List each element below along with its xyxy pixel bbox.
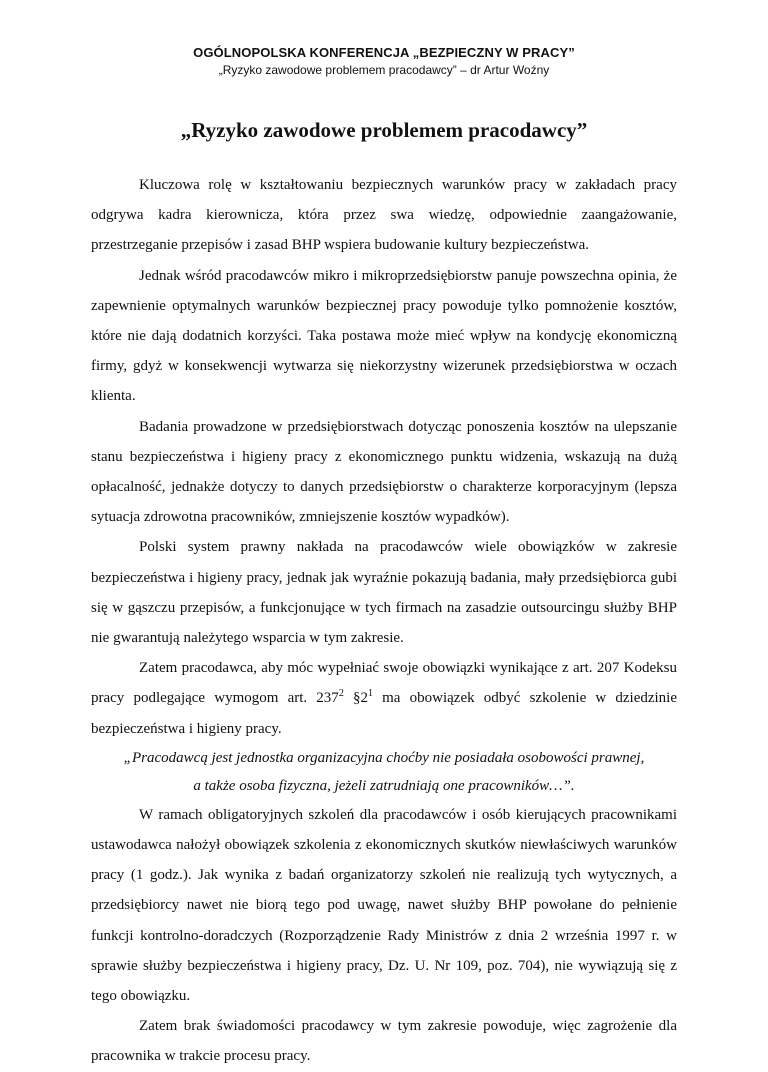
- quote-line-1: „Pracodawcą jest jednostka organizacyjna choćby nie posiadała osobowości prawnej,: [123, 749, 645, 766]
- page-header: [0, 44, 768, 79]
- quote-line-2: a także osoba fizyczna, jeżeli zatrudniają one pracowników…”.: [193, 777, 575, 794]
- paragraph-1: Kluczowa rolę w kształtowaniu bezpiecznych warunków pracy w zakładach pracy odgrywa kadra kierownicza, która przez swa wiedzę, odpowiednie zaangażowanie, przestrzeganie przepisów i zasad BHP wspiera budowanie kultury bezpieczeństwa.: [91, 177, 677, 254]
- header-conference-title: OGÓLNOPOLSKA KONFERENCJA „BEZPIECZNY W PRACY”: [193, 45, 575, 60]
- paragraph-4: Polski system prawny nakłada na pracodawców wiele obowiązków w zakresie bezpieczeństwa i higieny pracy, jednak jak wyraźnie pokazują badania, mały przedsiębiorca gubi się w gąszczu przepisów, a funkcjonujące w tych firmach na zasadzie outsourcingu służby BHP nie gwarantują należytego wsparcia w tym zakresie.: [91, 539, 677, 647]
- header-subtitle: „Ryzyko zawodowe problemem pracodawcy” – dr Artur Woźny: [218, 63, 550, 77]
- document-title: „Ryzyko zawodowe problemem pracodawcy”: [180, 118, 588, 142]
- paragraph-5: [91, 653, 677, 744]
- paragraph-3: Badania prowadzone w przedsiębiorstwach dotycząc ponoszenia kosztów na ulepszanie stanu bezpieczeństwa i higieny pracy z ekonomicznego punktu widzenia, wskazują na dużą opłacalność, jednakże dotyczy to danych przedsiębiorstw o charakterze korporacyjnym (lepsza sytuacja zdrowotna pracowników, zmniejszenie kosztów wypadków).: [91, 418, 677, 526]
- paragraph-5-part-a: Zatem pracodawca, aby móc wypełniać swoje obowiązki wynikające z art. 207 Kodeksu pracy podlegające wymogom art. 237: [91, 660, 677, 707]
- paragraph-5-part-b: §2: [343, 690, 368, 707]
- superscript-1: 2: [338, 688, 344, 700]
- paragraph-6: W ramach obligatoryjnych szkoleń dla pracodawców i osób kierujących pracownikami ustawodawca nałożył obowiązek szkolenia z ekonomicznych skutków niewłaściwych warunków pracy (1 godz.). Jak wynika z badań organizatorzy szkoleń nie realizują tych wytycznych, a przedsiębiorcy nawet nie biorą tego pod uwagę, nawet służby BHP powołane do pełnienie funkcji kontrolno-doradczych (Rozporządzenie Rady Ministrów z dnia 2 września 1997 r. w sprawie służby bezpieczeństwa i higieny pracy, Dz. U. Nr 109, poz. 704), nie wywiązują się z tego obowiązku.: [91, 806, 677, 1005]
- paragraph-7: Zatem brak świadomości pracodawcy w tym zakresie powoduje, więc zagrożenie dla pracownika w trakcie procesu pracy.: [91, 1018, 677, 1065]
- superscript-2: 1: [367, 688, 373, 700]
- quote: [91, 744, 677, 800]
- document-body: [91, 170, 677, 1072]
- paragraph-5-part-c: ma obowiązek odbyć szkolenie w dziedzinie bezpieczeństwa i higieny pracy.: [91, 690, 678, 737]
- paragraph-2: Jednak wśród pracodawców mikro i mikroprzedsiębiorstw panuje powszechna opinia, że zapewnienie optymalnych warunków bezpiecznej pracy powoduje tylko pomnożenie kosztów, które nie dają dodatnich korzyści. Taka postawa może mieć wpływ na kondycję ekonomiczną firmy, gdyż w konsekwencji wytwarza się niekorzystny wizerunek przedsiębiorstwa w oczach klienta.: [91, 267, 677, 405]
